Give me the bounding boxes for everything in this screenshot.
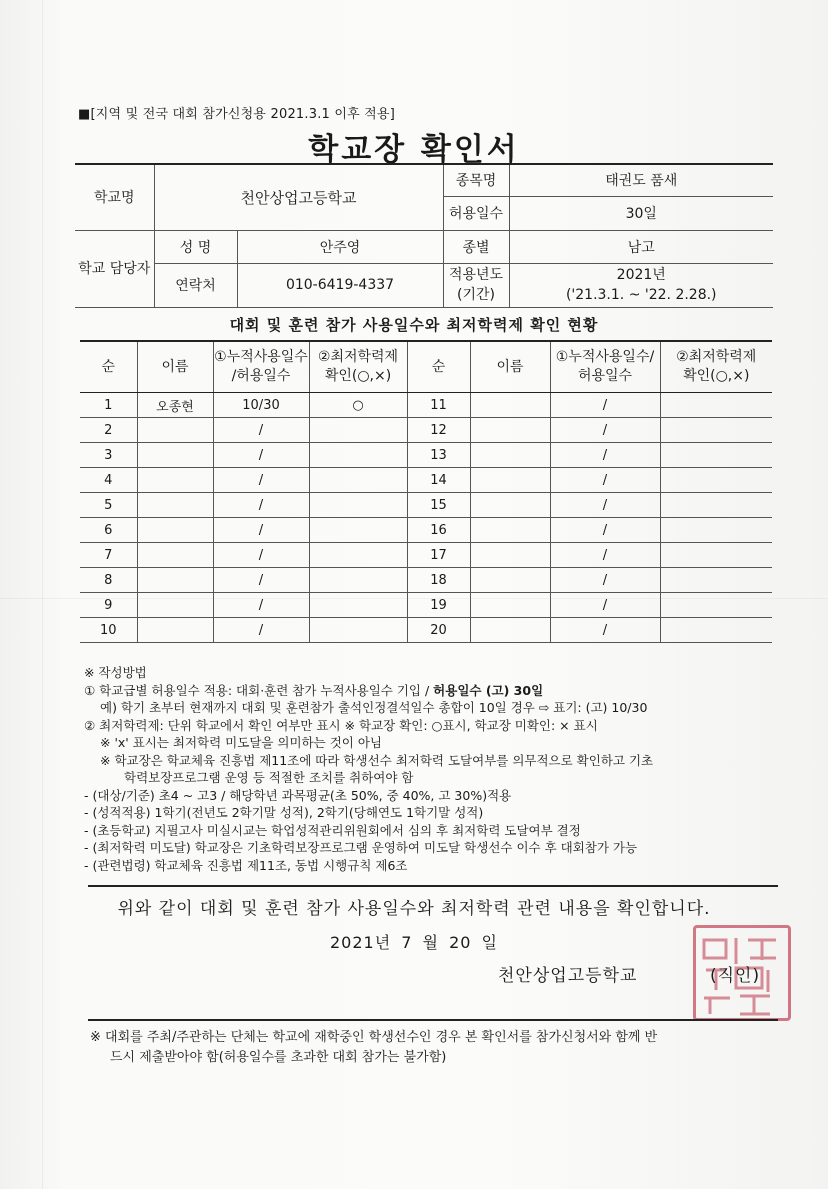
usage-days: / [213, 468, 309, 493]
instruction-line: - (대상/기준) 초4 ~ 고3 / 해당학년 과목평균(초 50%, 중 40%, 고 30%)적용 [84, 787, 512, 803]
instruction-emphasis: 허용일수 (고) 30일 [433, 682, 544, 698]
row-number: 2 [80, 418, 137, 443]
header-line: ②최저학력제 [317, 349, 399, 365]
table-row [80, 568, 772, 593]
name-header: 이름 [470, 341, 550, 393]
usage-days: / [550, 568, 660, 593]
row-number: 17 [407, 543, 470, 568]
row-number: 16 [407, 518, 470, 543]
student-name [470, 443, 550, 468]
footer-line: 드시 제출받아야 함(허용일수를 초과한 대회 참가는 불가함) [110, 1050, 447, 1065]
header-line: /허용일수 [231, 368, 291, 384]
row-number: 19 [407, 593, 470, 618]
name-label: 성 명 [154, 230, 237, 263]
footer-note [90, 1028, 790, 1068]
instruction-text: ① 학교급별 허용일수 적용: 대회·훈련 참가 누적사용일수 기입 / [84, 682, 434, 698]
row-number: 13 [407, 443, 470, 468]
student-name [470, 593, 550, 618]
usage-days: / [550, 418, 660, 443]
usage-days: / [550, 518, 660, 543]
instruction-line [84, 682, 784, 700]
confirmation-statement: 위와 같이 대회 및 훈련 참가 사용일수와 최저학력 관련 내용을 확인합니다. [117, 899, 711, 919]
student-name [137, 518, 213, 543]
table-row [80, 443, 772, 468]
row-number: 9 [80, 593, 137, 618]
student-name [137, 568, 213, 593]
instructions [84, 664, 784, 874]
instruction-line: - (초등학교) 지필고사 미실시교는 학업성적관리위원회에서 심의 후 최저학력 도달여부 결정 [84, 822, 581, 838]
contact-label: 연락처 [154, 263, 237, 307]
student-name [137, 493, 213, 518]
name-header: 이름 [137, 341, 213, 393]
academic-check [660, 468, 772, 493]
table-row [80, 493, 772, 518]
table-row [80, 593, 772, 618]
academic-check [309, 493, 407, 518]
table-row [80, 468, 772, 493]
row-number: 5 [80, 493, 137, 518]
order-header: 순 [80, 341, 137, 393]
name-value: 안주영 [237, 230, 443, 263]
roster-body [80, 393, 772, 643]
grade-header [660, 341, 772, 393]
instruction-line: - (최저학력 미도달) 학교장은 기초학력보장프로그램 운영하여 미도달 학생선수 이수 후 대회참가 가능 [84, 840, 638, 855]
paper-fold [42, 0, 43, 1189]
table-row [80, 393, 772, 418]
usage-days: / [213, 443, 309, 468]
academic-check [660, 543, 772, 568]
academic-check [309, 568, 407, 593]
info-table [75, 163, 773, 308]
instruction-line: ※ 학교장은 학교체육 진흥법 제11조에 따라 학생선수 최저학력 도달여부를 의무적으로 확인하고 기초 [100, 752, 654, 768]
usage-header [550, 341, 660, 393]
academic-check [309, 418, 407, 443]
student-name [470, 493, 550, 518]
header-line: 확인(○,×) [683, 368, 750, 384]
student-name [470, 418, 550, 443]
instruction-line: - (성적적용) 1학기(전년도 2학기말 성적), 2학기(당해연도 1학기말 성적) [84, 805, 484, 820]
row-number: 14 [407, 468, 470, 493]
usage-days: / [550, 393, 660, 418]
instructions-heading: ※ 작성방법 [84, 665, 147, 680]
row-number: 12 [407, 418, 470, 443]
table-row [80, 618, 772, 643]
usage-days: / [550, 593, 660, 618]
allowed-days-label: 허용일수 [443, 196, 509, 230]
event-value: 태권도 품새 [509, 164, 773, 196]
usage-days: / [550, 468, 660, 493]
header-line: 허용일수 [577, 368, 633, 384]
divider [88, 885, 778, 887]
row-number: 7 [80, 543, 137, 568]
school-signature: 천안상업고등학교 [498, 966, 638, 986]
page-title: 학교장 확인서 [308, 132, 520, 168]
academic-check [660, 443, 772, 468]
event-label: 종목명 [443, 164, 509, 196]
student-name [470, 518, 550, 543]
divider [88, 1019, 778, 1021]
student-name [137, 593, 213, 618]
row-number: 11 [407, 393, 470, 418]
usage-days: / [213, 568, 309, 593]
academic-check: ○ [309, 393, 407, 418]
academic-check [660, 493, 772, 518]
usage-days: / [550, 543, 660, 568]
student-name [470, 618, 550, 643]
usage-header [213, 341, 309, 393]
section-title: 대회 및 훈련 참가 사용일수와 최저학력제 확인 현황 [229, 316, 599, 334]
row-number: 20 [407, 618, 470, 643]
usage-days: / [550, 493, 660, 518]
instruction-line: ② 최저학력제: 단위 학교에서 확인 여부만 표시 ※ 학교장 확인: ○표시, 학교장 미확인: × 표시 [84, 717, 598, 733]
academic-check [660, 393, 772, 418]
instruction-line: ※ 'x' 표시는 최저학력 미도달을 의미하는 것이 아님 [100, 735, 382, 750]
student-name [470, 543, 550, 568]
student-name [470, 568, 550, 593]
table-row [80, 543, 772, 568]
instruction-line: 학력보장프로그램 운영 등 적절한 조치를 취하여야 함 [124, 770, 414, 785]
academic-check [309, 543, 407, 568]
row-number: 4 [80, 468, 137, 493]
usage-days: / [213, 593, 309, 618]
academic-check [309, 593, 407, 618]
instruction-line: - (관련법령) 학교체육 진흥법 제11조, 동법 시행규칙 제6조 [84, 857, 408, 873]
year-label-line: 적용년도 [448, 267, 504, 283]
roster-header-row [80, 341, 772, 393]
seal-label: (직인) [710, 966, 761, 986]
academic-check [660, 593, 772, 618]
row-number: 3 [80, 443, 137, 468]
student-name: 오종현 [137, 393, 213, 418]
header-line: ①누적사용일수/ [555, 349, 655, 365]
year-label [443, 263, 509, 307]
student-name [137, 418, 213, 443]
usage-days: / [213, 493, 309, 518]
issue-date: 2021년 7 월 20 일 [330, 933, 498, 952]
row-number: 1 [80, 393, 137, 418]
order-header: 순 [407, 341, 470, 393]
row-number: 6 [80, 518, 137, 543]
table-row [80, 518, 772, 543]
staff-label: 학교 담당자 [75, 230, 154, 307]
allowed-days-value: 30일 [509, 196, 773, 230]
student-name [137, 468, 213, 493]
usage-days: / [213, 518, 309, 543]
year-value-line: ('21.3.1. ~ '22. 2.28.) [565, 287, 717, 303]
academic-check [660, 618, 772, 643]
header-line: ②최저학력제 [676, 349, 757, 365]
school-label: 학교명 [75, 164, 154, 230]
division-label: 종별 [443, 230, 509, 263]
row-number: 10 [80, 618, 137, 643]
row-number: 15 [407, 493, 470, 518]
usage-days: / [550, 443, 660, 468]
academic-check [309, 443, 407, 468]
row-number: 8 [80, 568, 137, 593]
usage-days: / [550, 618, 660, 643]
student-name [137, 543, 213, 568]
academic-check [309, 618, 407, 643]
academic-check [660, 518, 772, 543]
academic-check [309, 518, 407, 543]
student-name [470, 393, 550, 418]
grade-header [309, 341, 407, 393]
year-value-line: 2021년 [616, 267, 666, 283]
table-row [80, 418, 772, 443]
year-value [509, 263, 773, 307]
student-name [137, 443, 213, 468]
school-value: 천안상업고등학교 [154, 164, 443, 230]
student-name [137, 618, 213, 643]
header-line: ①누적사용일수 [214, 349, 308, 365]
header-line: 확인(○,×) [324, 368, 392, 384]
usage-days: / [213, 418, 309, 443]
academic-check [660, 568, 772, 593]
applicability-note: ■[지역 및 전국 대회 참가신청용 2021.3.1 이후 적용] [78, 107, 395, 122]
usage-days: / [213, 543, 309, 568]
academic-check [309, 468, 407, 493]
academic-check [660, 418, 772, 443]
division-value: 남고 [509, 230, 773, 263]
footer-line: ※ 대회를 주최/주관하는 단체는 학교에 재학중인 학생선수인 경우 본 확인서를 참가신청서와 함께 반 [90, 1030, 658, 1045]
student-name [470, 468, 550, 493]
instruction-line: 예) 학기 초부터 현재까지 대회 및 훈련참가 출석인정결석일수 총합이 10일 경우 ⇨ 표기: (고) 10/30 [100, 700, 648, 715]
usage-days: / [213, 618, 309, 643]
roster-table [80, 340, 772, 643]
usage-days: 10/30 [213, 393, 309, 418]
row-number: 18 [407, 568, 470, 593]
year-label-line: (기간) [457, 287, 495, 303]
contact-value: 010-6419-4337 [237, 263, 443, 307]
